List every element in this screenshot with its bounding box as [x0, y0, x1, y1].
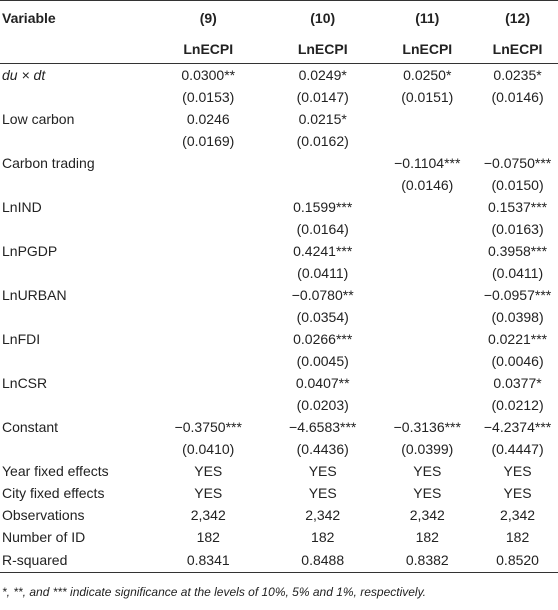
- coefficient-rows: [0, 64, 558, 461]
- statistic-cell: YES: [194, 463, 223, 479]
- coefficient-cell: 0.0300**: [181, 67, 236, 83]
- statistic-cell: 2,342: [409, 507, 445, 523]
- table-header-row: [0, 1, 558, 36]
- statistic-row: [0, 482, 558, 504]
- std-error-cell: [149, 174, 268, 196]
- statistic-cell: 2,342: [500, 507, 536, 523]
- variable-header: Variable: [2, 10, 56, 26]
- variable-label: du × dt: [2, 67, 46, 83]
- std-error-cell: (0.0045): [296, 353, 349, 369]
- coefficient-cell: [149, 284, 268, 306]
- std-error-cell: [477, 130, 558, 152]
- std-error-cell: (0.0150): [491, 177, 544, 193]
- std-error-cell: (0.0153): [182, 89, 235, 105]
- variable-label: LnIND: [2, 199, 42, 215]
- coefficient-cell: [377, 284, 477, 306]
- coefficient-cell: 0.0407**: [295, 375, 350, 391]
- std-error-row: [0, 306, 558, 328]
- variable-label: LnPGDP: [2, 243, 58, 259]
- statistic-cell: YES: [413, 463, 442, 479]
- coefficient-row: [0, 196, 558, 218]
- coefficient-row: [0, 64, 558, 87]
- table-footnote: *, **, and *** indicate significance at the levels of 10%, 5% and 1%, respectively.: [2, 585, 427, 599]
- std-error-cell: (0.0162): [296, 133, 349, 149]
- statistic-row: [0, 526, 558, 548]
- coefficient-cell: −0.3136***: [393, 419, 461, 435]
- std-error-spacer: [0, 130, 149, 152]
- coefficient-cell: 0.0215*: [298, 111, 347, 127]
- variable-label: Carbon trading: [2, 155, 95, 171]
- coefficient-cell: −0.1104***: [394, 155, 461, 171]
- coefficient-cell: −0.0780**: [291, 287, 354, 303]
- std-error-spacer: [0, 174, 149, 196]
- variable-label: Constant: [2, 419, 59, 435]
- statistic-row: [0, 504, 558, 526]
- std-error-row: [0, 130, 558, 152]
- std-error-spacer: [0, 438, 149, 460]
- std-error-spacer: [0, 394, 149, 416]
- coefficient-row: [0, 372, 558, 394]
- statistic-label: R-squared: [0, 548, 149, 573]
- dependent-variable-row: [0, 35, 558, 64]
- variable-label: LnFDI: [2, 331, 41, 347]
- std-error-row: [0, 394, 558, 416]
- std-error-cell: (0.0411): [297, 265, 349, 281]
- coefficient-cell: 0.4241***: [293, 243, 353, 259]
- std-error-cell: [149, 350, 268, 372]
- std-error-cell: (0.4436): [296, 441, 349, 457]
- statistic-cell: 0.8488: [268, 548, 378, 573]
- std-error-row: [0, 174, 558, 196]
- variable-label: LnURBAN: [2, 287, 67, 303]
- statistic-label: Observations: [2, 507, 85, 523]
- coefficient-cell: 0.0249*: [298, 67, 347, 83]
- column-header-12: (12): [505, 10, 530, 26]
- coefficient-cell: [377, 196, 477, 218]
- coefficient-cell: 0.1599***: [293, 199, 353, 215]
- coefficient-cell: 0.1537***: [487, 199, 548, 215]
- column-header-10: (10): [310, 10, 336, 26]
- std-error-cell: [149, 306, 268, 328]
- std-error-cell: (0.0169): [182, 133, 235, 149]
- coefficient-cell: [149, 196, 268, 218]
- statistic-cell: YES: [413, 485, 442, 501]
- std-error-cell: [377, 306, 477, 328]
- std-error-cell: (0.0164): [296, 221, 349, 237]
- coefficient-row: [0, 152, 558, 174]
- statistic-cell: 0.8341: [149, 548, 268, 573]
- coefficient-cell: 0.0221***: [487, 331, 548, 347]
- std-error-row: [0, 218, 558, 240]
- coefficient-cell: [377, 372, 477, 394]
- std-error-spacer: [0, 306, 149, 328]
- std-error-row: [0, 262, 558, 284]
- std-error-cell: (0.0146): [491, 89, 544, 105]
- dep-var-12: LnECPI: [477, 35, 558, 64]
- std-error-cell: (0.0147): [296, 89, 349, 105]
- std-error-cell: (0.0163): [491, 221, 544, 237]
- coefficient-cell: −0.0750***: [483, 155, 552, 171]
- std-error-row: [0, 86, 558, 108]
- coefficient-cell: 0.3958***: [487, 243, 548, 259]
- std-error-cell: [149, 262, 268, 284]
- std-error-spacer: [0, 86, 149, 108]
- statistic-cell: 182: [415, 529, 439, 545]
- std-error-cell: (0.0354): [296, 309, 349, 325]
- std-error-spacer: [0, 350, 149, 372]
- coefficient-cell: 0.0377*: [493, 375, 542, 391]
- coefficient-cell: −0.0957***: [483, 287, 552, 303]
- statistic-cell: 0.8520: [477, 548, 558, 573]
- coefficient-cell: −4.6583***: [289, 419, 357, 435]
- statistic-cell: YES: [194, 485, 223, 501]
- coefficient-row: [0, 328, 558, 350]
- std-error-cell: [268, 174, 378, 196]
- std-error-cell: (0.0398): [491, 309, 544, 325]
- std-error-cell: (0.4447): [491, 441, 544, 457]
- coefficient-cell: [149, 152, 268, 174]
- coefficient-cell: −4.2374***: [483, 419, 552, 435]
- statistic-label: City fixed effects: [2, 485, 105, 501]
- std-error-cell: (0.0046): [491, 353, 544, 369]
- coefficient-row: [0, 108, 558, 130]
- coefficient-row: [0, 416, 558, 438]
- dep-var-10: LnECPI: [268, 35, 378, 64]
- coefficient-cell: [377, 328, 477, 350]
- column-header-11: (11): [415, 10, 440, 26]
- coefficient-cell: 0.0250*: [403, 67, 452, 83]
- coefficient-cell: [268, 152, 378, 174]
- statistic-cell: YES: [308, 463, 337, 479]
- std-error-cell: (0.0212): [491, 397, 544, 413]
- variable-label: Low carbon: [2, 111, 75, 127]
- statistic-cell: 182: [311, 529, 335, 545]
- std-error-cell: (0.0151): [401, 89, 454, 105]
- std-error-cell: (0.0410): [182, 441, 235, 457]
- coefficient-cell: [149, 372, 268, 394]
- statistic-cell: YES: [503, 485, 532, 501]
- header-spacer: [0, 35, 149, 64]
- coefficient-cell: 0.0246: [186, 111, 230, 127]
- coefficient-cell: [377, 108, 477, 130]
- std-error-cell: (0.0203): [296, 397, 349, 413]
- std-error-cell: [377, 130, 477, 152]
- statistic-label: Year fixed effects: [2, 463, 109, 479]
- coefficient-cell: [149, 328, 268, 350]
- coefficient-cell: 0.0235*: [493, 67, 542, 83]
- column-header-9: (9): [199, 10, 217, 26]
- std-error-cell: (0.0411): [492, 265, 544, 281]
- statistic-cell: 182: [505, 529, 530, 545]
- coefficient-cell: 0.0266***: [293, 331, 353, 347]
- statistic-cell: YES: [308, 485, 337, 501]
- std-error-cell: [377, 218, 477, 240]
- coefficient-cell: −0.3750***: [174, 419, 242, 435]
- std-error-spacer: [0, 262, 149, 284]
- std-error-cell: (0.0146): [401, 177, 454, 193]
- std-error-cell: [377, 350, 477, 372]
- coefficient-cell: [377, 240, 477, 262]
- statistics-rows: [0, 460, 558, 573]
- dep-var-9: LnECPI: [149, 35, 268, 64]
- std-error-cell: [377, 262, 477, 284]
- std-error-cell: [149, 394, 268, 416]
- statistic-cell: YES: [503, 463, 532, 479]
- variable-label: LnCSR: [2, 375, 48, 391]
- std-error-cell: [377, 394, 477, 416]
- statistic-row: [0, 460, 558, 482]
- std-error-cell: (0.0399): [401, 441, 454, 457]
- std-error-row: [0, 438, 558, 460]
- coefficient-row: [0, 240, 558, 262]
- dep-var-11: LnECPI: [377, 35, 477, 64]
- statistic-label: Number of ID: [2, 529, 86, 545]
- coefficient-cell: [149, 240, 268, 262]
- std-error-cell: [149, 218, 268, 240]
- statistic-cell: 182: [196, 529, 220, 545]
- std-error-spacer: [0, 218, 149, 240]
- coefficient-cell: [477, 108, 558, 130]
- coefficient-row: [0, 284, 558, 306]
- statistic-cell: 2,342: [305, 507, 341, 523]
- std-error-row: [0, 350, 558, 372]
- statistic-cell: 0.8382: [377, 548, 477, 573]
- statistic-cell: 2,342: [190, 507, 226, 523]
- statistic-row: [0, 548, 558, 573]
